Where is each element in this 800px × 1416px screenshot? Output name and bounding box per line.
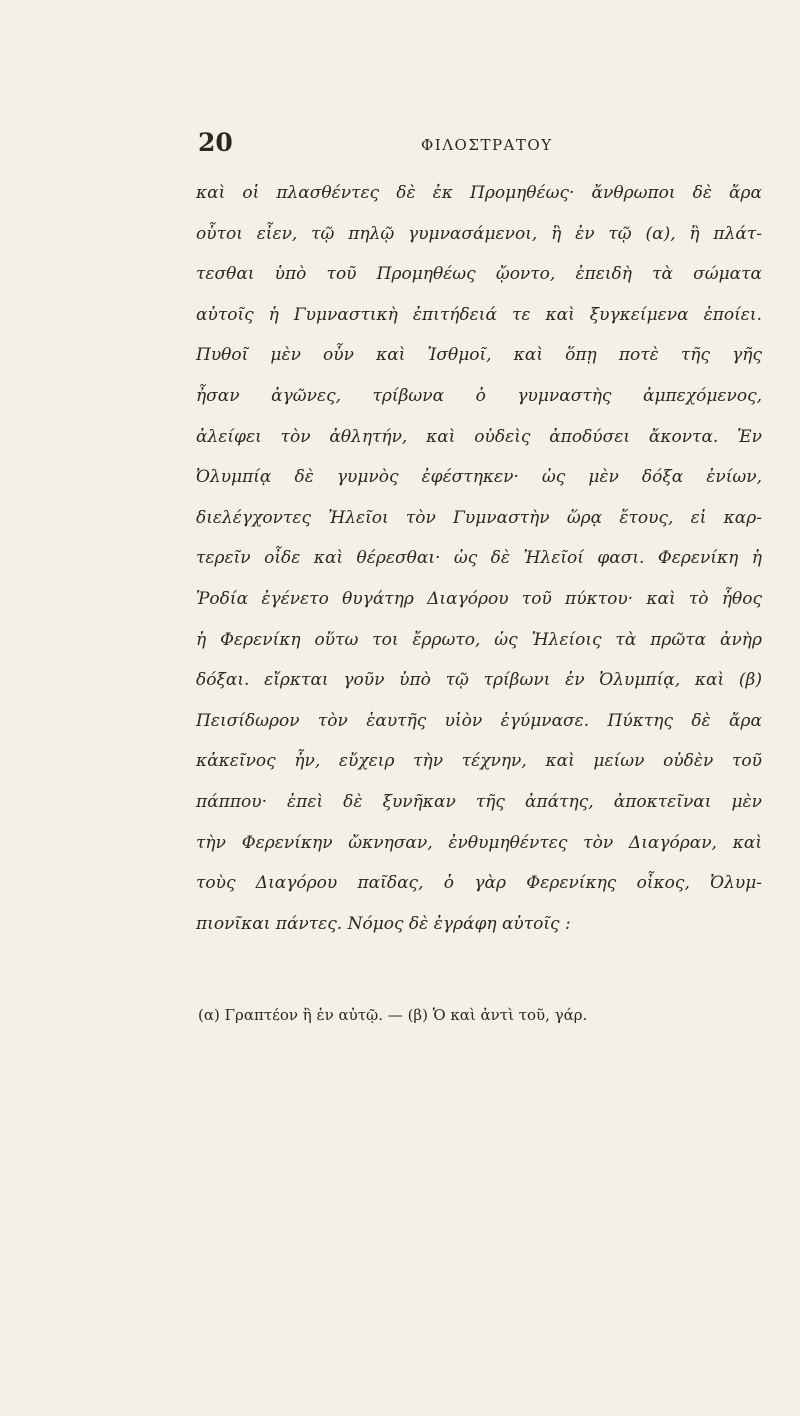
text-line: οὗτοι εἶεν, τῷ πηλῷ γυμνασάμενοι, ἢ ἐν τῷ (α), ἢ πλάτ- — [196, 223, 762, 244]
body-text — [196, 173, 762, 944]
text-line: καὶ οἱ πλασθέντες δὲ ἐκ Προμηθέως· ἄνθρωποι δὲ ἄρα — [196, 183, 762, 203]
footnotes — [198, 1006, 758, 1024]
text-line: Πεισίδωρον τὸν ἑαυτῆς υἱὸν ἐγύμνασε. Πύκτης δὲ ἄρα — [196, 710, 762, 731]
text-line: ἦσαν ἀγῶνες, τρίβωνα ὁ γυμναστὴς ἀμπεχόμενος, — [196, 385, 762, 406]
text-line: πάππου· ἐπεὶ δὲ ξυνῆκαν τῆς ἀπάτης, ἀποκτεῖναι μὲν — [196, 791, 762, 812]
text-line: διελέγχοντες Ἠλεῖοι τὸν Γυμναστὴν ὥρᾳ ἔτους, εἰ καρ- — [196, 507, 762, 528]
text-line: Ῥοδία ἐγένετο θυγάτηρ Διαγόρου τοῦ πύκτου· καὶ τὸ ἦθος — [196, 588, 762, 609]
text-line: κἀκεῖνος ἦν, εὔχειρ τὴν τέχνην, καὶ μείων οὐδὲν τοῦ — [196, 751, 762, 772]
running-head — [198, 128, 758, 164]
running-title: ΦΙΛΟΣΤΡΑΤΟΥ — [421, 136, 553, 154]
text-line: τὴν Φερενίκην ὤκνησαν, ἐνθυμηθέντες τὸν Διαγόραν, καὶ — [196, 832, 762, 853]
text-line: ἀλείφει τὸν ἀθλητήν, καὶ οὐδεὶς ἀποδύσει ἄκοντα. Ἐν — [196, 426, 762, 447]
text-line: Πυθοῖ μὲν οὖν καὶ Ἰσθμοῖ, καὶ ὅπῃ ποτὲ τῆς γῆς — [196, 345, 762, 366]
page-number: 20 — [198, 128, 233, 157]
text-line: τεσθαι ὑπὸ τοῦ Προμηθέως ᾤοντο, ἐπειδὴ τὰ σώματα — [196, 264, 762, 285]
text-line: Ὀλυμπίᾳ δὲ γυμνὸς ἐφέστηκεν· ὡς μὲν δόξα ἐνίων, — [196, 467, 762, 488]
footnote-text: (α) Γραπτέον ἢ ἐν αὐτῷ. — (β) Ὁ καὶ ἀντὶ τοῦ, γάρ. — [198, 1006, 588, 1024]
text-line: ἡ Φερενίκη οὕτω τοι ἔρρωτο, ὡς Ἠλείοις τὰ πρῶτα ἀνὴρ — [196, 629, 762, 650]
text-line: πιονῖκαι πάντες. Νόμος δὲ ἐγράφη αὐτοῖς : — [196, 913, 571, 934]
text-line: αὐτοῖς ἡ Γυμναστικὴ ἐπιτήδειά τε καὶ ξυγκείμενα ἐποίει. — [196, 304, 762, 325]
text-line: τερεῖν οἶδε καὶ θέρεσθαι· ὡς δὲ Ἠλεῖοί φασι. Φερενίκη ἡ — [196, 548, 762, 569]
text-line: τοὺς Διαγόρου παῖδας, ὁ γὰρ Φερενίκης οἶκος, Ὀλυμ- — [196, 873, 762, 894]
text-line: δόξαι. εἴρκται γοῦν ὑπὸ τῷ τρίβωνι ἐν Ὀλυμπίᾳ, καὶ (β) — [196, 670, 762, 691]
